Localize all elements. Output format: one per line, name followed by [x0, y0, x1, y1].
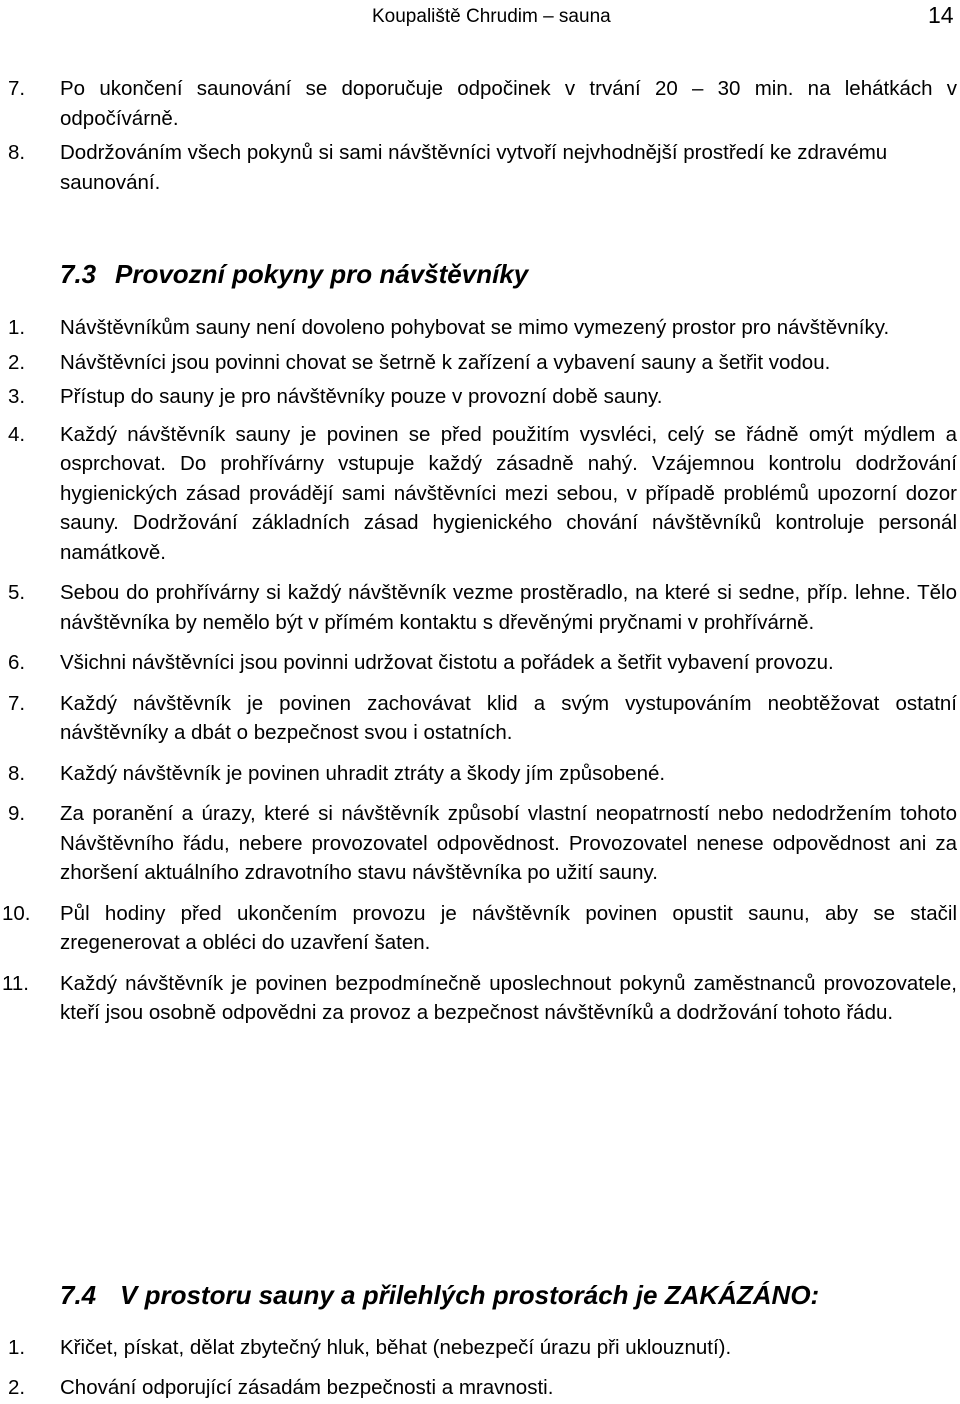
list-item — [0, 689, 960, 748]
list-item-number: 4. — [8, 422, 26, 446]
list-item-text: Přístup do sauny je pro návštěvníky pouze v provozní době sauny. — [60, 385, 663, 408]
list-item-number: 10. — [2, 901, 31, 925]
list-item-text: Po ukončení saunování se doporučuje odpočinek v trvání 20 – 30 min. na lehátkách v odpočívárně. — [60, 77, 957, 130]
list-item-number: 7. — [8, 77, 26, 100]
section-title: V prostoru sauny a přilehlých prostorách je ZAKÁZÁNO: — [120, 1280, 820, 1310]
section-heading-7-3 — [60, 259, 528, 290]
list-item-number: 1. — [8, 1336, 26, 1359]
rules-list-7-3 — [0, 313, 960, 1028]
list-item — [0, 1373, 960, 1403]
section-number: 7.3 — [60, 259, 97, 289]
list-item — [0, 759, 960, 789]
list-item-text: Dodržováním všech pokynů si sami návštěvníci vytvoří nejvhodnější prostředí ke zdravému saunování. — [60, 141, 888, 194]
list-item-text: Křičet, pískat, dělat zbytečný hluk, běhat (nebezpečí úrazu při uklouznutí). — [60, 1336, 732, 1359]
list-item-text: Každý návštěvník sauny je povinen se před použitím vysvléci, celý se řádně omýt mýdlem a osprchovat. Do prohřívárny vstupuje každý zásadně nahý. Vzájemnou kontrolu dodržování hygienických zásad provádějí sami návštěvníci mezi sebou, v případě problémů upozorní dozor sauny. Dodržování základních zásad hygienického chování návštěvníků kontroluje personál namátkově. — [60, 422, 957, 564]
list-item-text: Všichni návštěvníci jsou povinni udržovat čistotu a pořádek a šetřit vybavení provozu. — [60, 651, 834, 674]
list-item — [0, 1333, 960, 1363]
list-item — [0, 578, 960, 637]
list-item-text: Návštěvníci jsou povinni chovat se šetrně k zařízení a vybavení sauny a šetřit vodou. — [60, 350, 831, 374]
list-item-number: 9. — [8, 802, 26, 825]
list-item-number: 3. — [8, 385, 26, 408]
list-item — [0, 313, 960, 343]
section-number: 7.4 — [60, 1280, 97, 1310]
list-item-text: Návštěvníkům sauny není dovoleno pohybovat se mimo vymezený prostor pro návštěvníky. — [60, 316, 890, 339]
list-item — [0, 382, 960, 412]
intro-list — [0, 74, 960, 197]
section-title: Provozní pokyny pro návštěvníky — [115, 259, 529, 289]
section-heading-7-4 — [60, 1280, 819, 1311]
list-item — [0, 648, 960, 678]
list-item — [0, 899, 960, 958]
list-item — [0, 74, 960, 133]
list-item-text: Každý návštěvník je povinen zachovávat klid a svým vystupováním neobtěžovat ostatní návštěvníky a dbát o bezpečnost svou i ostatních. — [60, 691, 957, 744]
list-item — [0, 969, 960, 1028]
list-item — [0, 799, 960, 888]
list-item-text: Půl hodiny před ukončením provozu je návštěvník povinen opustit saunu, aby se stačil zregenerovat a obléci do uzavření šaten. — [60, 901, 957, 954]
list-item — [0, 348, 960, 378]
list-item-number: 2. — [8, 350, 26, 374]
list-item — [0, 138, 960, 197]
list-item-text: Každý návštěvník je povinen uhradit ztráty a škody jím způsobené. — [60, 761, 666, 785]
list-item-text: Každý návštěvník je povinen bezpodmínečně uposlechnout pokynů zaměstnanců provozovatele, kteří jsou osobně odpovědni za provoz a bezpečnost návštěvníků a dodržování tohoto řádu. — [60, 971, 957, 1024]
header-title: Koupaliště Chrudim – sauna — [372, 6, 611, 27]
list-item-text: Za poranění a úrazy, které si návštěvník způsobí vlastní neopatrností nebo nedodržením tohoto Návštěvního řádu, nebere provozovatel odpovědnost. Provozovatel nenese odpovědnost ani za zhoršení aktuálního zdravotního stavu návštěvníka po užití sauny. — [60, 802, 957, 884]
list-item-number: 5. — [8, 581, 26, 604]
list-item-text: Sebou do prohřívárny si každý návštěvník vezme prostěradlo, na které si sedne, příp. lehne. Tělo návštěvníka by nemělo být v přímém kontaktu s dřevěnými pryčnami v prohřívárně. — [60, 581, 957, 634]
list-item-number: 1. — [8, 316, 26, 339]
list-item-number: 8. — [8, 761, 26, 785]
list-item — [0, 420, 960, 568]
list-item-number: 11. — [2, 971, 29, 995]
running-header — [0, 2, 960, 32]
list-item-number: 2. — [8, 1375, 26, 1399]
list-item-number: 7. — [8, 691, 26, 715]
list-item-text: Chování odporující zásadám bezpečnosti a mravnosti. — [60, 1375, 554, 1399]
rules-list-7-4 — [0, 1333, 960, 1402]
list-item-number: 6. — [8, 651, 26, 674]
list-item-number: 8. — [8, 141, 26, 164]
page-number: 14 — [928, 2, 954, 28]
